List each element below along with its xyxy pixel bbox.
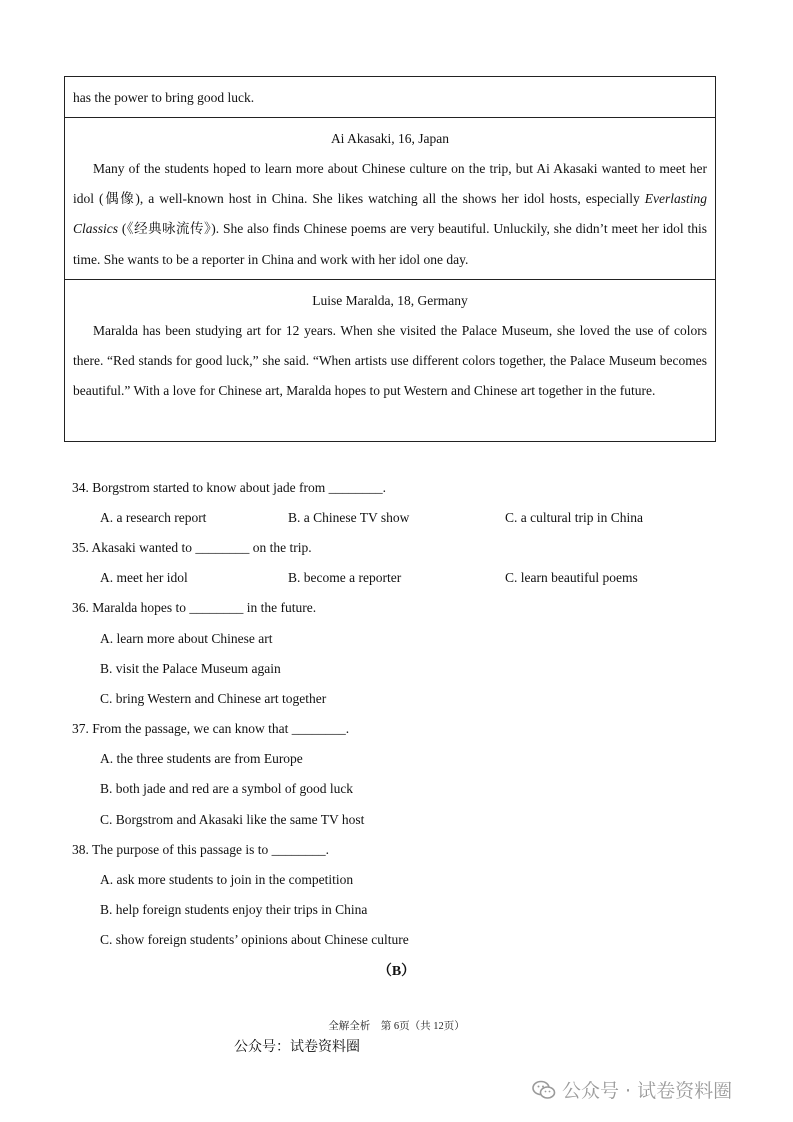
question-34-stem: 34. Borgstrom started to know about jade from ________. bbox=[72, 480, 386, 495]
show-title: Everlasting Classics bbox=[73, 191, 708, 237]
q36-option-a: A. learn more about Chinese art bbox=[100, 631, 273, 646]
row-title: Luise Maralda, 18, Germany bbox=[312, 293, 468, 308]
q35-option-a: A. meet her idol bbox=[100, 570, 188, 585]
q36-option-b: B. visit the Palace Museum again bbox=[100, 661, 281, 676]
q37-option-a: A. the three students are from Europe bbox=[100, 751, 303, 766]
question-35-stem: 35. Akasaki wanted to ________ on the trip. bbox=[72, 540, 312, 555]
paragraph-line: becomes beautiful.” With a love for Chinese art, Maralda hopes to put Western and Chinese art together in the bbox=[73, 353, 708, 399]
q37-option-c: C. Borgstrom and Akasaki like the same TV host bbox=[100, 812, 365, 827]
q34-option-a: A. a research report bbox=[100, 510, 207, 525]
watermark-badge-text: 公众号 · 试卷资料圈 bbox=[562, 1080, 733, 1102]
passage-table bbox=[64, 76, 716, 442]
question-37-stem: 37. From the passage, we can know that ________. bbox=[72, 721, 350, 736]
q35-option-b: B. become a reporter bbox=[288, 570, 402, 585]
paragraph-line: there. “Red stands for good luck,” she said. “When artists use different colors together, the Palace Museum bbox=[73, 353, 657, 369]
row-title: Ai Akasaki, 16, Japan bbox=[330, 131, 450, 146]
q38-option-a: A. ask more students to join in the competition bbox=[100, 872, 354, 887]
paragraph-line: (《经典咏流传》). She also finds Chinese poems are very beautiful. Unluckily, she didn’t bbox=[118, 221, 608, 237]
q36-option-c: C. bring Western and Chinese art together bbox=[100, 691, 327, 706]
row-paragraph bbox=[73, 154, 707, 275]
question-38-stem: 38. The purpose of this passage is to ________. bbox=[72, 842, 329, 857]
q35-option-c: C. learn beautiful poems bbox=[505, 570, 638, 585]
q38-option-c: C. show foreign students’ opinions about Chinese culture bbox=[100, 932, 409, 947]
paragraph-line: her idol (偶像), a well-known host in China. She likes watching all the shows her idol hosts, especially bbox=[73, 161, 707, 207]
table-row-akasaki bbox=[65, 118, 715, 280]
question-36-stem: 36. Maralda hopes to ________ in the future. bbox=[72, 600, 317, 615]
part-label: （B） bbox=[377, 964, 416, 979]
row-text: has the power to bring good luck. bbox=[73, 90, 255, 105]
paragraph-line: Many of the students hoped to learn more about Chinese culture on the trip, but Ai Akasaki wanted to meet bbox=[93, 161, 686, 176]
q38-option-b: B. help foreign students enjoy their trips in China bbox=[100, 902, 368, 917]
paragraph-line: Maralda has been studying art for 12 years. When she visited the Palace Museum, she loved the use of colors bbox=[93, 323, 707, 338]
q37-option-b: B. both jade and red are a symbol of good luck bbox=[100, 781, 354, 796]
paragraph-line: meet her idol this time. She wants to be a reporter in China and work with her idol one day. bbox=[73, 221, 708, 267]
page-footer: 全解全析 第 6页（共 12页） bbox=[328, 1021, 465, 1032]
table-row-maralda bbox=[65, 280, 715, 441]
watermark-badge bbox=[532, 1076, 732, 1103]
paragraph-line: future. bbox=[619, 383, 656, 399]
wechat-icon bbox=[532, 1080, 556, 1100]
row-paragraph bbox=[73, 316, 707, 407]
table-row bbox=[65, 77, 715, 118]
q34-option-c: C. a cultural trip in China bbox=[505, 510, 643, 525]
watermark-text: 公众号：试卷资料圈 bbox=[234, 1039, 360, 1055]
q34-option-b: B. a Chinese TV show bbox=[288, 510, 410, 525]
